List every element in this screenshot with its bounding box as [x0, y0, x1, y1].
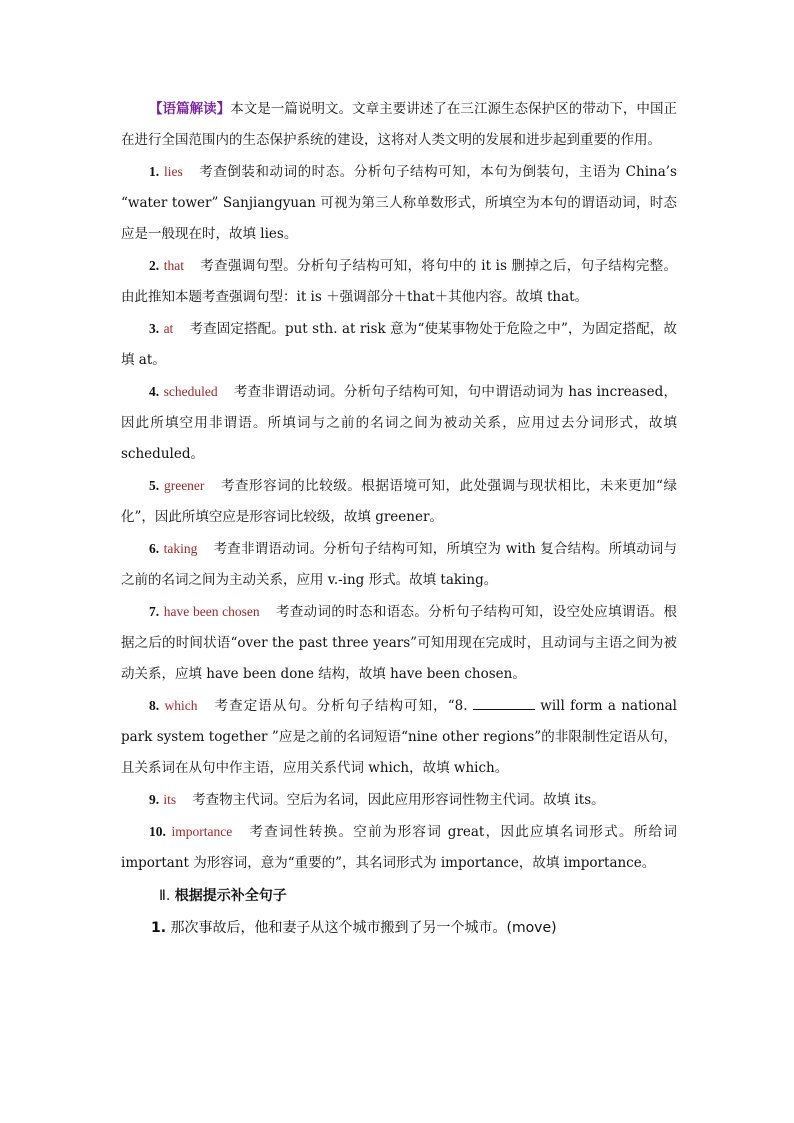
item-explanation: 考查动词的时态和语态。分析句子结构可知，设空处应填谓语。根据之后的时间状语“over the past three years”可知用现在完成时，且动词与主语之间为被动关系，应填 have been done 结构，故填 have been chosen。 [121, 604, 677, 682]
question-text: 那次事故后，他和妻子从这个城市搬到了另一个城市。(move) [170, 920, 557, 936]
item-number: 8. [149, 698, 160, 713]
item-explanation: 考查强调句型。分析句子结构可知，将句中的 it is 删掉之后，句子结构完整。由此推知本题考查强调句型：it is ＋强调部分＋that＋其他内容。故填 that。 [121, 258, 677, 305]
item-answer: at [163, 321, 174, 336]
answer-item-7 [121, 596, 677, 690]
item-explanation: 考查形容词的比较级。根据语境可知，此处强调与现状相比，未来更加“绿化”，因此所填空应是形容词比较级，故填 greener。 [121, 478, 677, 525]
document-page [121, 94, 677, 943]
item-number: 1. [149, 164, 160, 179]
item-answer: importance [171, 824, 233, 839]
answer-item-4 [121, 376, 677, 470]
item-answer: its [163, 792, 177, 807]
item-explanation-before: 考查定语从句。分析句子结构可知，“8. [213, 698, 468, 714]
answer-item-5 [121, 470, 677, 533]
item-answer: have been chosen [163, 604, 260, 619]
item-answer: greener [163, 478, 205, 493]
item-explanation: 考查倒装和动词的时态。分析句子结构可知，本句为倒装句，主语为 China’s “water tower” Sanjiangyuan 可视为第三人称单数形式，所填空为本句的谓语动词，时态应是一般现在时，故填 lies。 [121, 164, 677, 242]
answer-item-6 [121, 533, 677, 596]
item-number: 9. [149, 792, 160, 807]
intro-text: 本文是一篇说明文。文章主要讲述了在三江源生态保护区的带动下，中国正在进行全国范围内的生态保护系统的建设，这将对人类文明的发展和进步起到重要的作用。 [121, 101, 678, 148]
answer-item-3 [121, 313, 677, 376]
item-answer: which [164, 698, 198, 713]
item-number: 5. [149, 478, 160, 493]
item-explanation: 考查非谓语动词。分析句子结构可知，所填空为 with 复合结构。所填动词与之前的名词之间为主动关系，应用 v.-ing 形式。故填 taking。 [121, 541, 678, 588]
section-title: 根据提示补全句子 [174, 888, 287, 904]
item-number: 2. [149, 258, 160, 273]
item-answer: scheduled [163, 384, 218, 399]
answer-item-10 [121, 816, 677, 879]
answer-item-8 [121, 690, 677, 784]
item-answer: lies [163, 164, 183, 179]
item-number: 3. [149, 321, 160, 336]
item-explanation: 考查非谓语动词。分析句子结构可知，句中谓语动词为 has increased，因此所填空用非谓语。所填词与之前的名词之间为被动关系，应用过去分词形式，故填 scheduled。 [121, 384, 677, 462]
section-numeral: Ⅱ. [159, 888, 171, 904]
question-1 [121, 913, 677, 943]
item-number: 6. [149, 541, 160, 556]
answer-item-1 [121, 156, 677, 250]
item-explanation: 考查词性转换。空前为形容词 great，因此应填名词形式。所给词 important 为形容词，意为“重要的”，其名词形式为 importance，故填 importance。 [121, 824, 677, 871]
item-number: 7. [149, 604, 160, 619]
item-explanation: 考查物主代词。空后为名词，因此应用形容词性物主代词。故填 its。 [192, 792, 605, 808]
item-explanation: 考查固定搭配。put sth. at risk 意为“使某事物处于危险之中”，为固定搭配，故填 at。 [121, 321, 677, 368]
item-number: 10. [149, 824, 166, 839]
question-number: 1. [151, 920, 167, 936]
fill-in-blank [473, 696, 535, 710]
intro-paragraph [121, 94, 677, 156]
answer-item-2 [121, 250, 677, 313]
section-heading [121, 879, 677, 913]
item-number: 4. [149, 384, 160, 399]
item-explanation-after: will form a national park system together ”应是之前的名词短语“nine other regions”的非限制性定语从句，且关系词在从句中作主语，应用关系代词 which，故填 which。 [121, 698, 678, 776]
answer-item-9 [121, 784, 677, 816]
item-answer: taking [163, 541, 198, 556]
item-answer: that [163, 258, 184, 273]
intro-label: 【语篇解读】 [149, 101, 231, 117]
